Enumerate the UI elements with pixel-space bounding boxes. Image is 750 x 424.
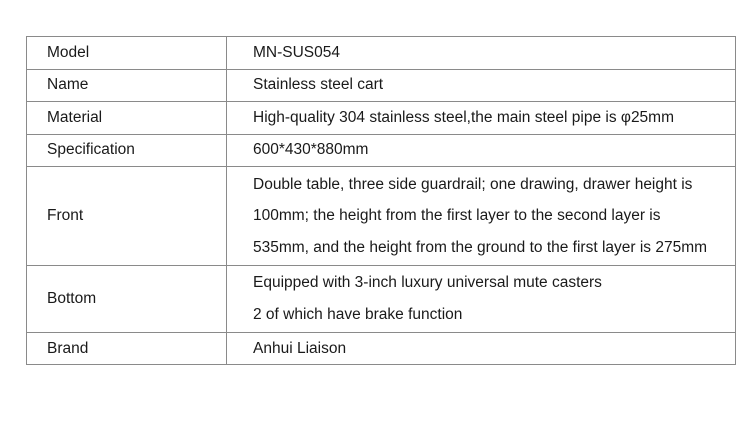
table-row-front [27, 167, 736, 266]
table-row-bottom [27, 265, 736, 332]
row-label: Specification [27, 134, 227, 167]
row-label: Bottom [27, 265, 227, 332]
row-value [227, 134, 736, 167]
spec-table [26, 36, 736, 365]
value-line: 535mm, and the height from the ground to the first layer is 275mm [253, 238, 708, 256]
value-line: 100mm; the height from the first layer to the second layer is [253, 207, 661, 225]
table-row-model [27, 37, 736, 70]
row-label: Brand [27, 332, 227, 365]
row-value [227, 265, 736, 332]
row-label: Name [27, 69, 227, 102]
value-line: Double table, three side guardrail; one drawing, drawer height is [253, 176, 693, 193]
table-row-material [27, 102, 736, 135]
table-row-name [27, 69, 736, 102]
row-value [227, 69, 736, 102]
table-row-specification [27, 134, 736, 167]
value-line: Stainless steel cart [253, 76, 384, 94]
row-label: Model [27, 37, 227, 70]
value-line: Anhui Liaison [253, 339, 347, 357]
row-value [227, 102, 736, 135]
value-line: Equipped with 3-inch luxury universal mute casters [253, 273, 602, 291]
row-value [227, 332, 736, 365]
value-line: 600*430*880mm [253, 141, 369, 159]
table-row-brand [27, 332, 736, 365]
row-label: Material [27, 102, 227, 135]
value-line: MN-SUS054 [253, 43, 340, 61]
row-value [227, 37, 736, 70]
row-label: Front [27, 167, 227, 266]
row-value [227, 167, 736, 266]
value-line: High-quality 304 stainless steel,the main steel pipe is φ25mm [253, 108, 675, 126]
value-line: 2 of which have brake function [253, 305, 463, 323]
